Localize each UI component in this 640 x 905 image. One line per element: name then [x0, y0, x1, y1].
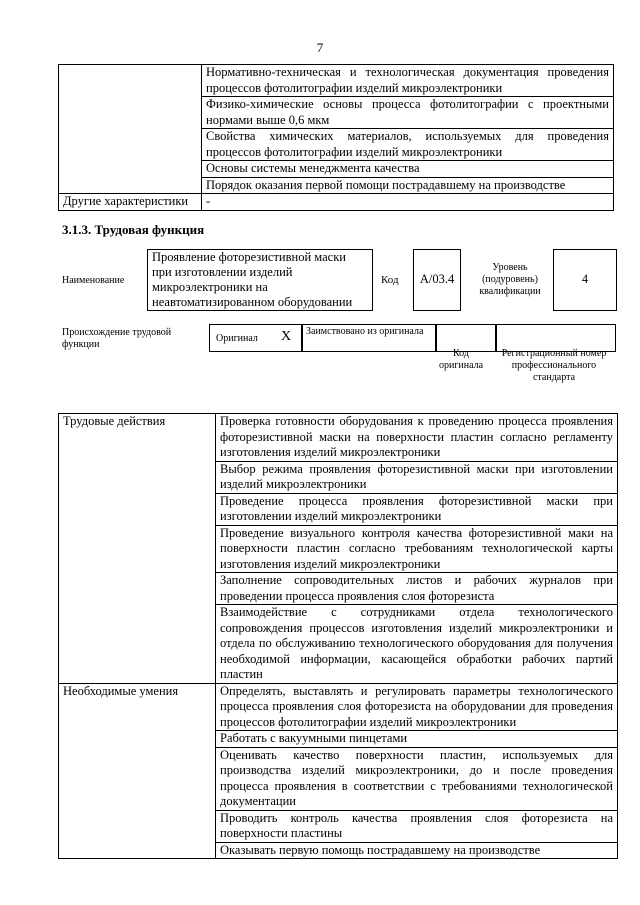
- code-box: [413, 249, 461, 311]
- labor-function-table: [58, 413, 618, 859]
- origin-label: Происхождение трудовой функции: [62, 327, 172, 350]
- table-row: Оценивать качество поверхности пластин, используемых для производства изделий микроэлектроники, до и после проведения процесса проявления в соответствии с требованиями технологической документации: [216, 747, 618, 810]
- table-row: Проверка готовности оборудования к проведению процесса проявления фоторезистивной маски на поверхности пластин согласно регламенту изготовления изделий микроэлектроники: [216, 414, 618, 462]
- name-box: [147, 249, 373, 311]
- name-label: Наименование: [62, 275, 125, 286]
- level-label: Уровень (подуровень) квалификации: [479, 262, 541, 297]
- registration-caption: Регистрационный номер профессионального стандарта: [501, 348, 607, 383]
- table-row: Взаимодействие с сотрудниками отдела технологического сопровождения процессов изготовления изделий микроэлектроники и отдела по обслуживанию технологического оборудования для получения необходимой информации, касающейся обработки рабочих партий пластин: [216, 605, 618, 684]
- knowledge-table-continuation: [58, 64, 614, 211]
- level-value: 4: [581, 272, 589, 286]
- table-row: Работать с вакуумными пинцетами: [216, 731, 618, 748]
- table-row: Проведение визуального контроля качества фоторезистивной маки на поверхности пластин согласно требованиям технологической карты изготовления изделий микроэлектроники: [216, 525, 618, 573]
- function-name: Проявление фоторезистивной маски при изготовлении изделий микроэлектроники на неавтоматизированном оборудовании: [152, 250, 353, 309]
- page-number: 7: [316, 40, 324, 55]
- labor-actions-label: Трудовые действия: [59, 414, 216, 684]
- table-row: Свойства химических материалов, используемых для проведения процессов фотолитографии изделий микроэлектроники: [202, 129, 614, 161]
- table-row: Порядок оказания первой помощи пострадавшему на производстве: [202, 177, 614, 194]
- origin-code-caption: Код оригинала: [438, 348, 484, 371]
- skills-label: Необходимые умения: [59, 683, 216, 859]
- original-mark: X: [281, 329, 292, 344]
- table-row: Нормативно-техническая и технологическая документация проведения процессов фотолитографии изделий микроэлектроники: [202, 65, 614, 97]
- table-row: Основы системы менеджмента качества: [202, 161, 614, 178]
- empty-label-cell: [59, 65, 202, 194]
- other-characteristics-value: -: [202, 194, 614, 211]
- section-heading: 3.1.3. Трудовая функция: [62, 222, 205, 237]
- original-box: [209, 324, 303, 352]
- table-row: Проведение процесса проявления фоторезистивной маски при изготовлении изделий микроэлектроники: [216, 493, 618, 525]
- table-row: Заполнение сопроводительных листов и рабочих журналов при проведении процесса проявления слоя фоторезиста: [216, 573, 618, 605]
- table-row: Оказывать первую помощь пострадавшему на производстве: [216, 842, 618, 859]
- borrowed-box: [301, 324, 437, 352]
- table-row: Физико-химические основы процесса фотолитографии с проектными нормами выше 0,6 мкм: [202, 97, 614, 129]
- table-row: Выбор режима проявления фоторезистивной маски при изготовлении изделий микроэлектроники: [216, 461, 618, 493]
- table-row: Проводить контроль качества проявления слоя фоторезиста на поверхности пластины: [216, 810, 618, 842]
- code-label: Код: [381, 274, 399, 286]
- other-characteristics-label: Другие характеристики: [59, 194, 202, 211]
- borrowed-text: Заимствовано из оригинала: [306, 326, 424, 337]
- table-row: Определять, выставлять и регулировать параметры технологического процесса проявления слоя фоторезиста на оборудовании для проведения процессов фотолитографии изделий микроэлектроники: [216, 683, 618, 731]
- original-text: Оригинал: [216, 333, 258, 344]
- level-box: [553, 249, 617, 311]
- function-code: A/03.4: [419, 272, 455, 286]
